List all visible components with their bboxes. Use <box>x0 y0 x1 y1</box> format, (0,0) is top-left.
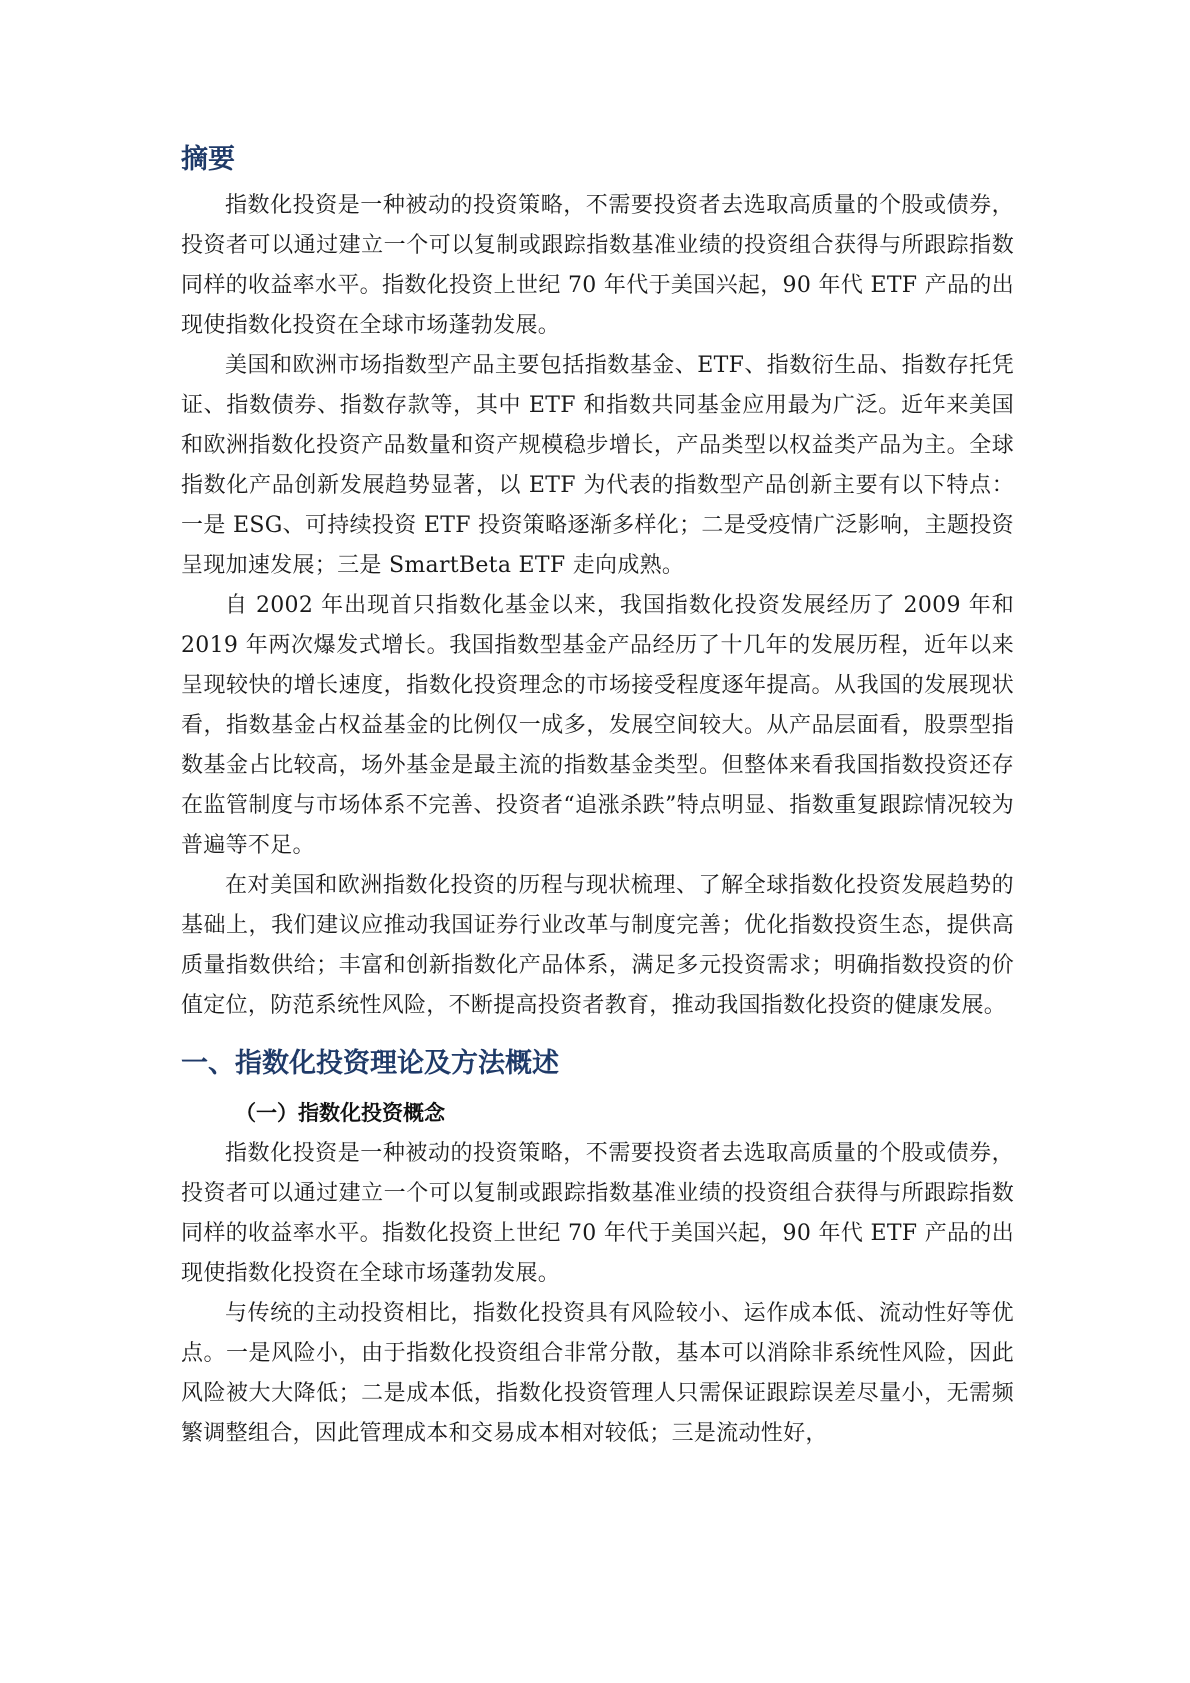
document-body <box>181 140 1014 1454</box>
abstract-heading: 摘要 <box>181 144 235 175</box>
section-1-heading: 一、指数化投资理论及方法概述 <box>181 1048 559 1079</box>
abstract-paragraph-3: 自 2002 年出现首只指数化基金以来，我国指数化投资发展经历了 2009 年和 2019 年两次爆发式增长。我国指数型基金产品经历了十几年的发展历程，近年以来呈现较快的增长速度，指数化投资理念的市场接受程度逐年提高。从我国的发展现状看，指数基金占权益基金的比例仅一成多，发展空间较大。从产品层面看，股票型指数基金占比较高，场外基金是最主流的指数基金类型。但整体来看我国指数投资还存在监管制度与市场体系不完善、投资者“追涨杀跌”特点明显、指数重复跟踪情况较为普遍等不足。 <box>181 593 1014 858</box>
subsection-1-paragraph-2: 与传统的主动投资相比，指数化投资具有风险较小、运作成本低、流动性好等优点。一是风险小，由于指数化投资组合非常分散，基本可以消除非系统性风险，因此风险被大大降低；二是成本低，指数化投资管理人只需保证跟踪误差尽量小，无需频繁调整组合，因此管理成本和交易成本相对较低；三是流动性好， <box>181 1301 1014 1446</box>
subsection-1-paragraph-1: 指数化投资是一种被动的投资策略，不需要投资者去选取高质量的个股或债券，投资者可以通过建立一个可以复制或跟踪指数基准业绩的投资组合获得与所跟踪指数同样的收益率水平。指数化投资上世纪 70 年代于美国兴起，90 年代 ETF 产品的出现使指数化投资在全球市场蓬勃发展。 <box>181 1141 1014 1286</box>
abstract-paragraph-2: 美国和欧洲市场指数型产品主要包括指数基金、ETF、指数衍生品、指数存托凭证、指数债券、指数存款等，其中 ETF 和指数共同基金应用最为广泛。近年来美国和欧洲指数化投资产品数量和资产规模稳步增长，产品类型以权益类产品为主。全球指数化产品创新发展趋势显著，以 ETF 为代表的指数型产品创新主要有以下特点：一是 ESG、可持续投资 ETF 投资策略逐渐多样化；二是受疫情广泛影响，主题投资呈现加速发展；三是 SmartBeta ETF 走向成熟。 <box>181 353 1014 578</box>
subsection-1-heading: （一）指数化投资概念 <box>235 1101 445 1125</box>
abstract-paragraph-1: 指数化投资是一种被动的投资策略，不需要投资者去选取高质量的个股或债券，投资者可以通过建立一个可以复制或跟踪指数基准业绩的投资组合获得与所跟踪指数同样的收益率水平。指数化投资上世纪 70 年代于美国兴起，90 年代 ETF 产品的出现使指数化投资在全球市场蓬勃发展。 <box>181 193 1014 338</box>
abstract-paragraph-4: 在对美国和欧洲指数化投资的历程与现状梳理、了解全球指数化投资发展趋势的基础上，我们建议应推动我国证券行业改革与制度完善；优化指数投资生态，提供高质量指数供给；丰富和创新指数化产品体系，满足多元投资需求；明确指数投资的价值定位，防范系统性风险，不断提高投资者教育，推动我国指数化投资的健康发展。 <box>181 873 1014 1018</box>
